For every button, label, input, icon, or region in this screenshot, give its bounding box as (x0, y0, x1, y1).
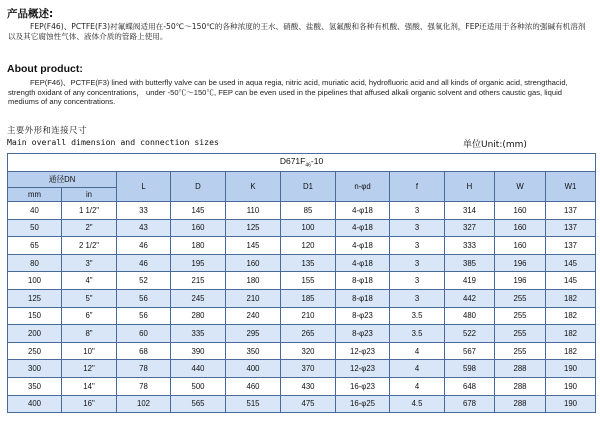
unit-label: 单位Unit:(mm) (463, 140, 527, 150)
table-cell: 522 (445, 325, 495, 343)
table-cell: 288 (495, 360, 546, 378)
table-cell: 8-φ23 (336, 325, 390, 343)
table-cell: 3 (390, 289, 445, 307)
table-cell: 135 (281, 254, 336, 272)
table-cell: 442 (445, 289, 495, 307)
table-row (8, 254, 596, 272)
about-title: About product: (7, 63, 83, 75)
table-row (8, 219, 596, 237)
table-cell: 150 (8, 307, 62, 325)
table-cell: 16-φ25 (336, 395, 390, 413)
col-header: K (226, 172, 281, 202)
table-cell: 196 (495, 272, 546, 290)
table-cell: 160 (171, 219, 226, 237)
table-cell: 110 (226, 202, 281, 220)
table-cell: 500 (171, 377, 226, 395)
table-cell: 100 (281, 219, 336, 237)
table-cell: 400 (226, 360, 281, 378)
table-cell: 475 (281, 395, 336, 413)
table-cell: 419 (445, 272, 495, 290)
table-cell: 3 (390, 202, 445, 220)
table-cell: 350 (226, 342, 281, 360)
model-prefix: D671F (279, 156, 306, 167)
table-cell: 68 (117, 342, 171, 360)
table-cell: 200 (8, 325, 62, 343)
table-cell: 160 (495, 202, 546, 220)
table-cell: 210 (281, 307, 336, 325)
table-cell: 3 (390, 219, 445, 237)
dimension-title-en: Main overall dimension and connection sizes (7, 137, 219, 147)
table-cell: 3.5 (390, 325, 445, 343)
table-cell: 125 (8, 289, 62, 307)
table-cell: 56 (117, 307, 171, 325)
table-cell: 46 (117, 254, 171, 272)
table-cell: 678 (445, 395, 495, 413)
table-row (8, 272, 596, 290)
table-cell: 4-φ18 (336, 219, 390, 237)
table-row (8, 325, 596, 343)
table-row (8, 202, 596, 220)
table-cell: 567 (445, 342, 495, 360)
table-cell: 120 (281, 237, 336, 255)
table-cell: 180 (226, 272, 281, 290)
table-cell: 10" (62, 342, 117, 360)
table-cell: 4.5 (390, 395, 445, 413)
table-cell: 288 (495, 377, 546, 395)
table-cell: 320 (281, 342, 336, 360)
table-cell: 3" (62, 254, 117, 272)
col-header: D1 (281, 172, 336, 202)
overview-title: 产品概述: (7, 8, 54, 20)
table-cell: 4 (390, 377, 445, 395)
table-cell: 43 (117, 219, 171, 237)
table-cell: 137 (546, 237, 596, 255)
model-suffix: -10 (310, 156, 324, 167)
table-cell: 333 (445, 237, 495, 255)
table-cell: 255 (495, 289, 546, 307)
table-cell: 190 (546, 360, 596, 378)
table-cell: 4" (62, 272, 117, 290)
col-header: H (445, 172, 495, 202)
model-cell (8, 154, 596, 172)
table-cell: 3 (390, 272, 445, 290)
table-cell: 145 (171, 202, 226, 220)
table-row (8, 395, 596, 413)
model-subscript: 46 (305, 162, 311, 169)
table-cell: 78 (117, 360, 171, 378)
table-cell: 648 (445, 377, 495, 395)
table-cell: 12" (62, 360, 117, 378)
table-cell: 46 (117, 237, 171, 255)
table-cell: 8-φ18 (336, 289, 390, 307)
table-cell: 196 (495, 254, 546, 272)
dimension-table (7, 153, 596, 413)
table-cell: 56 (117, 289, 171, 307)
table-cell: 295 (226, 325, 281, 343)
table-row (8, 307, 596, 325)
table-cell: 137 (546, 219, 596, 237)
table-cell: 100 (8, 272, 62, 290)
col-header: D (171, 172, 226, 202)
table-cell: 4-φ18 (336, 254, 390, 272)
table-cell: 385 (445, 254, 495, 272)
table-cell: 137 (546, 202, 596, 220)
table-cell: 145 (226, 237, 281, 255)
table-cell: 598 (445, 360, 495, 378)
table-cell: 180 (171, 237, 226, 255)
table-row (8, 289, 596, 307)
table-cell: 3 (390, 254, 445, 272)
table-cell: 190 (546, 377, 596, 395)
table-cell: 210 (226, 289, 281, 307)
table-cell: 52 (117, 272, 171, 290)
dn-in-header: in (62, 188, 117, 202)
table-cell: 3 (390, 237, 445, 255)
table-cell: 40 (8, 202, 62, 220)
table-cell: 245 (171, 289, 226, 307)
table-cell: 460 (226, 377, 281, 395)
table-cell: 50 (8, 219, 62, 237)
table-cell: 145 (546, 254, 596, 272)
table-cell: 4-φ18 (336, 237, 390, 255)
table-cell: 195 (171, 254, 226, 272)
table-row (8, 377, 596, 395)
table-cell: 4-φ18 (336, 202, 390, 220)
table-cell: 314 (445, 202, 495, 220)
table-cell: 250 (8, 342, 62, 360)
table-cell: 255 (495, 325, 546, 343)
table-cell: 215 (171, 272, 226, 290)
table-cell: 335 (171, 325, 226, 343)
table-cell: 430 (281, 377, 336, 395)
dn-header: 通径DN (8, 172, 117, 188)
table-cell: 4 (390, 342, 445, 360)
table-cell: 65 (8, 237, 62, 255)
table-cell: 8-φ23 (336, 307, 390, 325)
table-cell: 80 (8, 254, 62, 272)
col-header: L (117, 172, 171, 202)
table-cell: 3.5 (390, 307, 445, 325)
table-cell: 390 (171, 342, 226, 360)
table-cell: 12-φ23 (336, 360, 390, 378)
table-cell: 8-φ18 (336, 272, 390, 290)
table-cell: 182 (546, 289, 596, 307)
table-cell: 288 (495, 395, 546, 413)
table-cell: 2" (62, 219, 117, 237)
table-cell: 33 (117, 202, 171, 220)
table-cell: 182 (546, 307, 596, 325)
table-cell: 60 (117, 325, 171, 343)
table-cell: 400 (8, 395, 62, 413)
table-cell: 185 (281, 289, 336, 307)
table-cell: 125 (226, 219, 281, 237)
table-cell: 350 (8, 377, 62, 395)
table-cell: 240 (226, 307, 281, 325)
table-cell: 1 1/2" (62, 202, 117, 220)
table-row (8, 342, 596, 360)
table-cell: 255 (495, 307, 546, 325)
table-cell: 280 (171, 307, 226, 325)
table-cell: 515 (226, 395, 281, 413)
table-row (8, 237, 596, 255)
table-cell: 327 (445, 219, 495, 237)
table-cell: 265 (281, 325, 336, 343)
table-cell: 16" (62, 395, 117, 413)
table-cell: 155 (281, 272, 336, 290)
table-cell: 182 (546, 342, 596, 360)
table-cell: 255 (495, 342, 546, 360)
table-cell: 160 (495, 219, 546, 237)
table-cell: 480 (445, 307, 495, 325)
table-cell: 2 1/2" (62, 237, 117, 255)
table-cell: 440 (171, 360, 226, 378)
overview-text: FEP(F46)、PCTFE(F3)衬氟蝶阀适用在-50℃～150℃的各种浓度的王水、硝酸、盐酸、氢氟酸和各种有机酸、强酸、强氧化剂，FEP还适用于各种浓的强碱有机溶剂以及其它腐蚀性气体、液体介质的管路上使用。 (8, 22, 586, 41)
table-cell: 145 (546, 272, 596, 290)
table-cell: 190 (546, 395, 596, 413)
table-cell: 6" (62, 307, 117, 325)
table-cell: 16-φ23 (336, 377, 390, 395)
table-cell: 78 (117, 377, 171, 395)
col-header: W (495, 172, 546, 202)
table-cell: 182 (546, 325, 596, 343)
table-cell: 160 (495, 237, 546, 255)
dimension-title-cn: 主要外形和连接尺寸 (7, 125, 87, 135)
table-cell: 300 (8, 360, 62, 378)
table-cell: 370 (281, 360, 336, 378)
table-cell: 85 (281, 202, 336, 220)
table-cell: 5" (62, 289, 117, 307)
col-header: f (390, 172, 445, 202)
table-row (8, 360, 596, 378)
col-header: W1 (546, 172, 596, 202)
table-cell: 12-φ23 (336, 342, 390, 360)
table-cell: 160 (226, 254, 281, 272)
dn-mm-header: mm (8, 188, 62, 202)
table-cell: 8" (62, 325, 117, 343)
col-header: n-φd (336, 172, 390, 202)
table-cell: 565 (171, 395, 226, 413)
about-text: FEP(F46)、PCTFE(F3) lined with butterfly valve can be used in aqua regia, nitric acid, muriatic acid, hydrofluoric acid and all kinds of organic acid, strengthacid, strength oxidant of any concentrations， under -50℃～150℃, FEP can be even used in the pipelines that affused alkali organic solvent and others caustic gas, liquid mediums of any concentrations. (8, 78, 568, 107)
table-cell: 102 (117, 395, 171, 413)
table-cell: 14" (62, 377, 117, 395)
table-cell: 4 (390, 360, 445, 378)
